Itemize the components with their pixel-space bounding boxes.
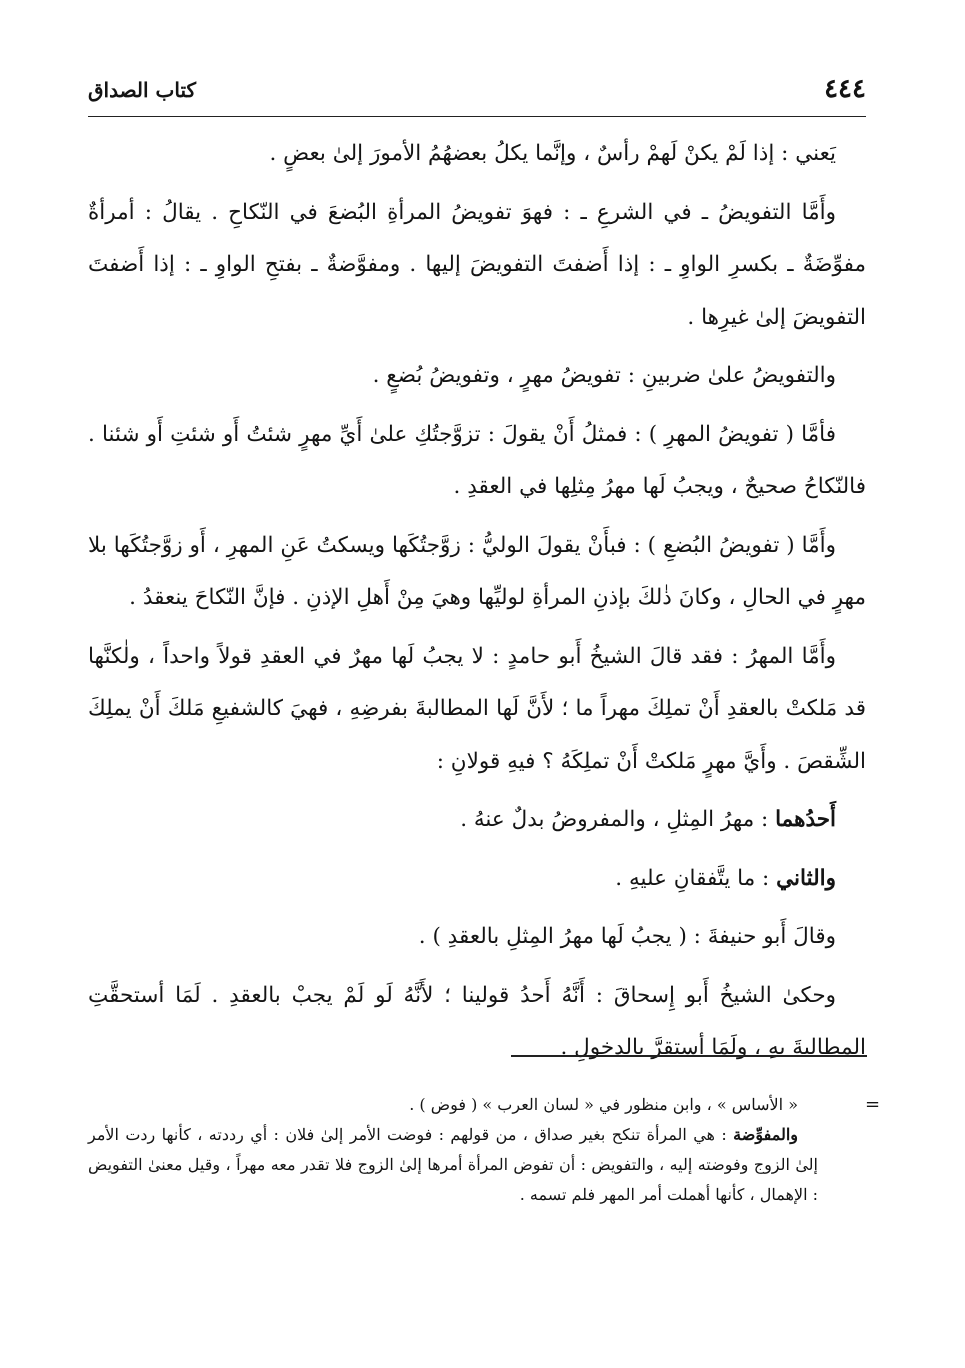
paragraph-10: وحكىٰ الشيخُ أَبو إِسحاقَ : أَنَّهُ أَحدُ قولينا ؛ لأَنَّهُ لَو لَمْ يجبْ بالعقدِ . لَمَا أستحقَّتِ المطالبةَ بهِ ، ولَمَا أستقرَّ بالدخولِ . [88, 982, 866, 1060]
paragraph-1: يَعني : إذا لَمْ يكنْ لَهمْ رأسٌ ، وإنَّما يكلُ بعضهُمُ الأمورَ إلىٰ بعضٍ . [269, 141, 836, 166]
second-opinion-term: والثاني [776, 865, 836, 891]
footnote-rule [511, 1055, 867, 1057]
paragraph-8 [88, 853, 866, 906]
footnote-definition: : هي المرأة تنكح بغير صداق ، من قولهم : فوضت الأمر إلىٰ فلان : أي رددته ، كأنها ردت الأمر إلىٰ الزوج وفوضته إليه ، والتفويض : أن تفوض المرأة أمرها إلىٰ الزوج فلا تقدر معه مهراً ، وقيل معنىٰ التفويض : الإهمال ، كأنها أهملت أمر المهر فلم تسمه . [88, 1125, 818, 1204]
paragraph-7 [88, 794, 866, 847]
paragraph-4: فأمَّا ( تفويضُ المهرِ ) : فمثلُ أَنْ يقولَ : تزوَّجتُكِ علىٰ أَيِّ مهرٍ شئتُ أَو شئتِ أَو شئنا . فالنّكاحُ صحيحٌ ، ويجبُ لَها مهرُ مِثلِها في العقدِ . [88, 421, 866, 499]
footnote-term: والمفوِّضة [733, 1125, 798, 1144]
paragraph-3: والتفويضُ علىٰ ضربينِ : تفويضُ مهرٍ ، وتفويضُ بُضعٍ . [372, 363, 836, 388]
first-opinion-text: : مهرُ المِثلِ ، والمفروضُ بدلٌ عنهُ . [460, 807, 776, 832]
first-opinion-term: أَحدُهما [775, 807, 836, 832]
footnote-line-1: « الأساس » ، وابن منظور في « لسان العرب » ( فوض ) . [409, 1095, 798, 1114]
running-header [88, 70, 866, 114]
paragraph-2: وأَمَّا التفويضُ ـ في الشرعِ ـ : فهوَ تفويضُ المرأةِ البُضعَ في النّكاحِ . يقالُ : أمرأةٌ مفوِّضَةٌ ـ بكسرِ الواوِ ـ : إذا أَضفتَ التفويضَ إليها . ومفوَّضةٌ ـ بفتحِ الواوِ ـ : إذا أَضفتَ التفويضَ إلىٰ غيرِها . [88, 199, 866, 330]
book-title: كتاب الصداق [88, 78, 197, 102]
footnote-continuation-marker: = [865, 1094, 881, 1115]
paragraph-5: وأَمَّا ( تفويضُ البُضعِ ) : فبأَنْ يقولَ الوليُّ : زوَّجتُكَها ويسكتُ عَنِ المهرِ ، أَو زوَّجتُكَها بلا مهرٍ في الحالِ ، وكانَ ذٰلكَ بإذنِ المرأةِ لوليِّها وهيَ مِنْ أَهلِ الإذنِ . فإنَّ النّكاحَ ينعقدُ . [88, 532, 866, 610]
paragraph-6: وأَمَّا المهرُ : فقد قالَ الشيخُ أَبو حامدٍ : لا يجبُ لَها مهرٌ في العقدِ قولاً واحداً ، ولٰكنَّها قد مَلكتْ بالعقدِ أَنْ تملِكَ مهراً ما ؛ لأَنَّ لَها المطالبةَ بفرضِهِ ، فهيَ كالشفيعِ مَلكَ أَنْ يملِكَ الشِّقصَ . وأَيَّ مهرٍ مَلكتْ أَنْ تملِكَهُ ؟ فيهِ قولانِ : [88, 643, 866, 774]
main-text [88, 128, 866, 1081]
footnote-line-2 [88, 1120, 818, 1210]
paragraph-9: وقالَ أَبو حنيفةَ : ( يجبُ لَها مهرُ المِثلِ بالعقدِ ) . [418, 924, 836, 949]
page-number: ٤٤٤ [824, 74, 866, 104]
header-rule [88, 116, 866, 117]
second-opinion-text: : ما يتَّفقانِ عليهِ . [615, 865, 777, 891]
footnotes [88, 1090, 818, 1210]
